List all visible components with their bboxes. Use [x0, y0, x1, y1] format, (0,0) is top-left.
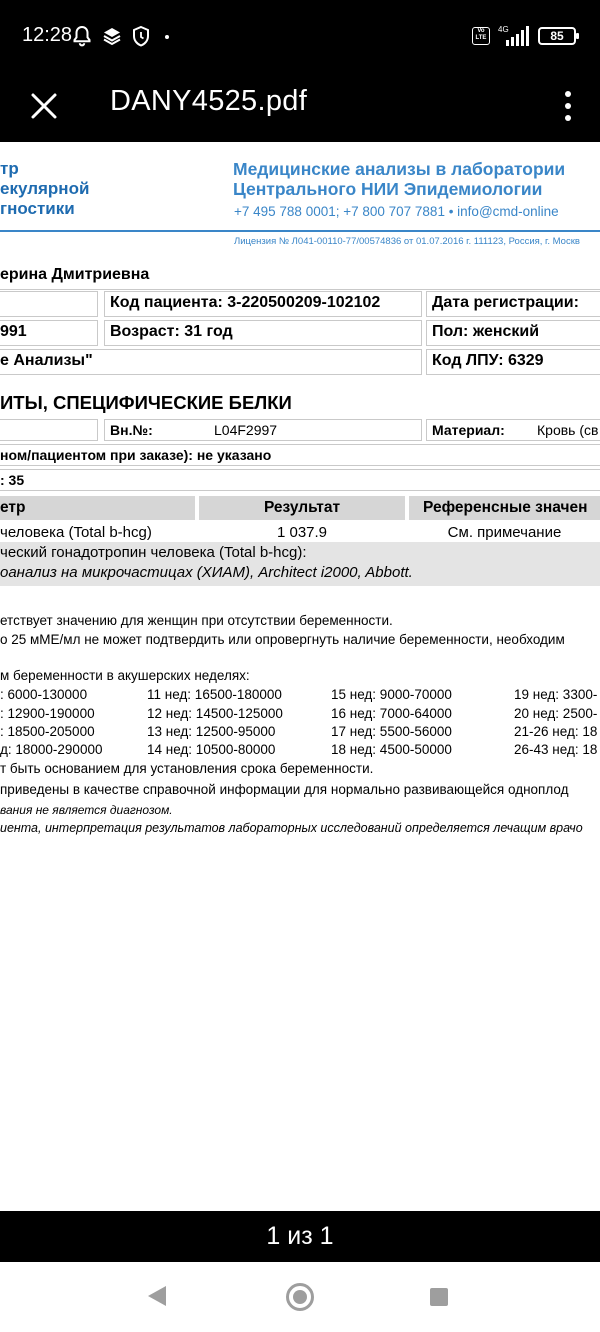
- method-line-2: оанализ на микрочастицах (ХИАМ), Architect i2000, Abbott.: [0, 564, 413, 581]
- patient-code: Код пациента: 3-220500209-102102: [110, 294, 381, 311]
- material-value: Кровь (св: [537, 422, 599, 438]
- weeks-cell: : 18500-205000: [0, 724, 95, 739]
- close-icon: [22, 84, 66, 128]
- registration-date-label: Дата регистрации:: [432, 294, 579, 311]
- weeks-cell: 13 нед: 12500-95000: [147, 724, 276, 739]
- lab-title-line-2: Центрального НИИ Эпидемиологии: [233, 179, 543, 199]
- back-triangle-icon[interactable]: [148, 1286, 166, 1306]
- internal-number-value: L04F2997: [214, 422, 278, 438]
- bell-icon: [72, 25, 92, 47]
- status-time: 12:28: [22, 24, 73, 46]
- weeks-cell: д: 18000-290000: [0, 742, 103, 757]
- weeks-cell: 21-26 нед: 18: [514, 724, 598, 739]
- test-name: человека (Total b-hcg): [0, 524, 152, 541]
- dot-icon: [160, 26, 174, 46]
- weeks-heading: м беременности в акушерских неделях:: [0, 668, 250, 683]
- weeks-cell: 14 нед: 10500-80000: [147, 742, 276, 757]
- method-line-1: ческий гонадотропин человека (Total b-hcg):: [0, 544, 307, 561]
- volte-icon: Vo LTE: [472, 27, 490, 45]
- birth-year: 991: [0, 323, 27, 340]
- col-header-reference: Референсные значен: [409, 496, 600, 520]
- more-vert-dot: [565, 103, 571, 109]
- home-circle-icon[interactable]: [286, 1283, 314, 1311]
- client-name: е Анализы": [0, 352, 93, 369]
- cell-row-35: [0, 469, 600, 491]
- order-note: ном/пациентом при заказе): не указано: [0, 447, 272, 463]
- more-vert-icon: [565, 91, 571, 97]
- patient-age: Возраст: 31 год: [110, 323, 233, 340]
- patient-sex: Пол: женский: [432, 323, 540, 340]
- close-button[interactable]: [22, 84, 66, 128]
- page-indicator: 1 из 1: [0, 1211, 600, 1262]
- file-title: DANY4525.pdf: [110, 85, 308, 117]
- svg-text:4G: 4G: [498, 25, 509, 34]
- note-line-3: т быть основанием для установления срока беременности.: [0, 761, 374, 776]
- row-35: : 35: [0, 472, 25, 488]
- weeks-cell: 17 нед: 5500-56000: [331, 724, 452, 739]
- shield-icon: [132, 25, 150, 47]
- cell-blank: [0, 419, 98, 441]
- logo-line-1: тр: [0, 159, 19, 178]
- logo-line-2: екулярной: [0, 179, 90, 198]
- recents-square-icon[interactable]: [430, 1288, 448, 1306]
- app-toolbar: [0, 72, 600, 142]
- weeks-cell: 12 нед: 14500-125000: [147, 706, 283, 721]
- weeks-cell: 20 нед: 2500-: [514, 706, 598, 721]
- weeks-cell: 19 нед: 3300-: [514, 687, 598, 702]
- section-title: ИТЫ, СПЕЦИФИЧЕСКИЕ БЕЛКИ: [0, 392, 292, 413]
- system-icons: [472, 22, 576, 50]
- system-nav-bar: [0, 1262, 600, 1332]
- cell-empty: [0, 291, 98, 317]
- weeks-cell: 18 нед: 4500-50000: [331, 742, 452, 757]
- disclaimer-2: иента, интерпретация результатов лабораторных исследований определяется лечащим врачо: [0, 821, 583, 835]
- battery-icon: 85: [538, 27, 576, 45]
- weeks-cell: 11 нед: 16500-180000: [147, 687, 282, 702]
- signal-icon: [498, 24, 530, 48]
- more-vert-dot: [565, 115, 571, 121]
- note-line-1: етствует значению для женщин при отсутствии беременности.: [0, 613, 393, 628]
- disclaimer-1: вания не является диагнозом.: [0, 803, 173, 817]
- internal-number-label: Вн.№:: [110, 422, 153, 438]
- status-bar: [0, 0, 600, 72]
- weeks-cell: : 6000-130000: [0, 687, 88, 702]
- layers-icon: [102, 26, 122, 46]
- note-line-4: приведены в качестве справочной информации для нормально развивающейся одноплод: [0, 782, 569, 797]
- test-result: 1 037.9: [276, 524, 328, 541]
- note-line-2: о 25 мМЕ/мл не может подтвердить или опровергнуть наличие беременности, необходим: [0, 632, 565, 647]
- col-header-result: Результат: [199, 496, 405, 520]
- patient-name: ерина Дмитриевна: [0, 266, 150, 283]
- weeks-cell: 15 нед: 9000-70000: [331, 687, 452, 702]
- weeks-cell: 16 нед: 7000-64000: [331, 706, 452, 721]
- rule: [0, 289, 600, 290]
- material-label: Материал:: [432, 422, 505, 438]
- license-line: Лицензия № Л041-00110-77/00574836 от 01.07.2016 г. 111123, Россия, г. Москв: [234, 236, 580, 247]
- weeks-cell: 26-43 нед: 18: [514, 742, 598, 757]
- lab-title-line-1: Медицинские анализы в лаборатории: [233, 159, 566, 179]
- lpu-code: Код ЛПУ: 6329: [432, 352, 544, 369]
- header-divider: [0, 230, 600, 232]
- weeks-cell: : 12900-190000: [0, 706, 95, 721]
- lab-contacts: +7 495 788 0001; +7 800 707 7881 • info@cmd-online: [234, 204, 559, 219]
- test-reference: См. примечание: [447, 524, 562, 541]
- notification-icons: [72, 24, 174, 48]
- more-options-button[interactable]: [556, 84, 580, 128]
- col-header-parameter: етр: [0, 496, 195, 520]
- pdf-page[interactable]: [0, 142, 600, 1211]
- logo-line-3: гностики: [0, 199, 75, 218]
